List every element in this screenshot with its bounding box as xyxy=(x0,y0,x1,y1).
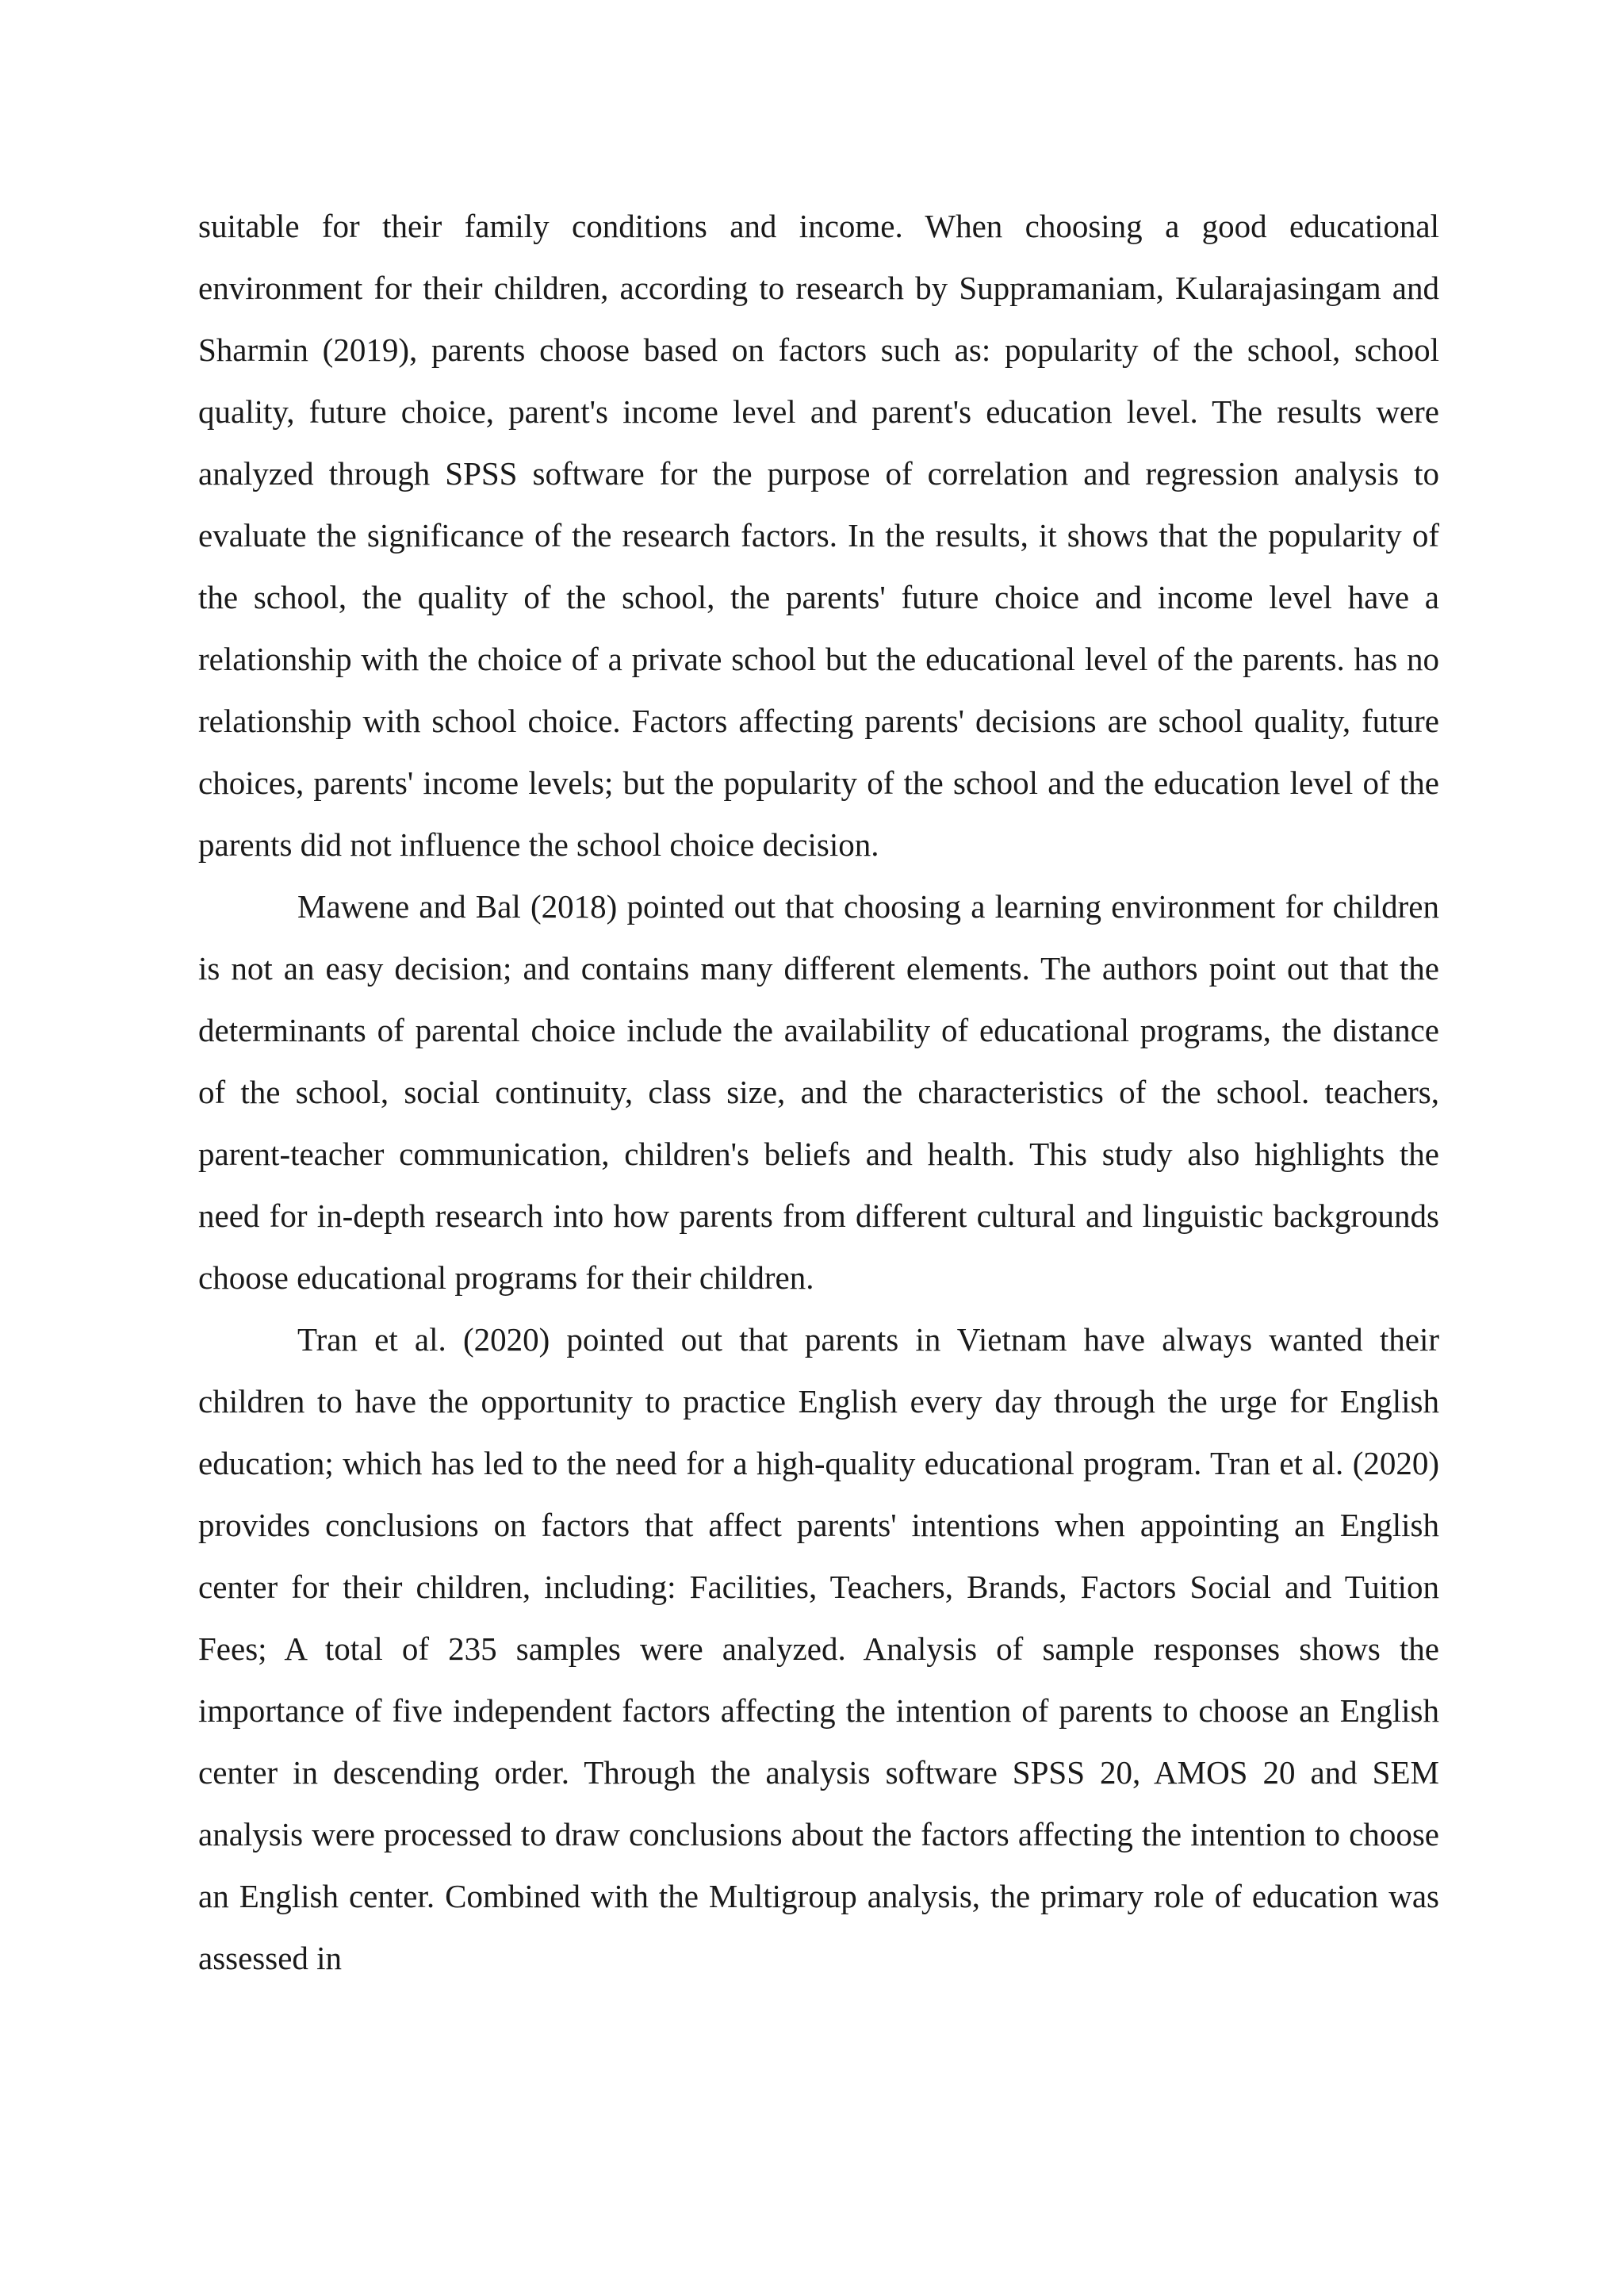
paragraph-tran-et-al: Tran et al. (2020) pointed out that parents in Vietnam have always wanted their children to have the opportunity to practice English every day through the urge for English education; which has led to the need for a high-quality educational program. Tran et al. (2020) provides conclusions on factors that affect parents' intentions when appointing an English center for their children, including: Facilities, Teachers, Brands, Factors Social and Tuition Fees; A total of 235 samples were analyzed. Analysis of sample responses shows the importance of five independent factors affecting the intention of parents to choose an English center in descending order. Through the analysis software SPSS 20, AMOS 20 and SEM analysis were processed to draw conclusions about the factors affecting the intention to choose an English center. Combined with the Multigroup analysis, the primary role of education was assessed in xyxy=(198,1321,1439,1976)
paragraph-school-choice-factors: suitable for their family conditions and income. When choosing a good educational environment for their children, according to research by Suppramaniam, Kularajasingam and Sharmin (2019), parents choose based on factors such as: popularity of the school, school quality, future choice, parent's income level and parent's education level. The results were analyzed through SPSS software for the purpose of correlation and regression analysis to evaluate the significance of the research factors. In the results, it shows that the popularity of the school, the quality of the school, the parents' future choice and income level have a relationship with the choice of a private school but the educational level of the parents. has no relationship with school choice. Factors affecting parents' decisions are school quality, future choices, parents' income levels; but the popularity of the school and the education level of the parents did not influence the school choice decision. xyxy=(198,208,1439,863)
document-body xyxy=(198,195,1439,1989)
paragraph-mawene-bal: Mawene and Bal (2018) pointed out that choosing a learning environment for children is not an easy decision; and contains many different elements. The authors point out that the determinants of parental choice include the availability of educational programs, the distance of the school, social continuity, class size, and the characteristics of the school. teachers, parent-teacher communication, children's beliefs and health. This study also highlights the need for in-depth research into how parents from different cultural and linguistic backgrounds choose educational programs for their children. xyxy=(198,888,1439,1296)
